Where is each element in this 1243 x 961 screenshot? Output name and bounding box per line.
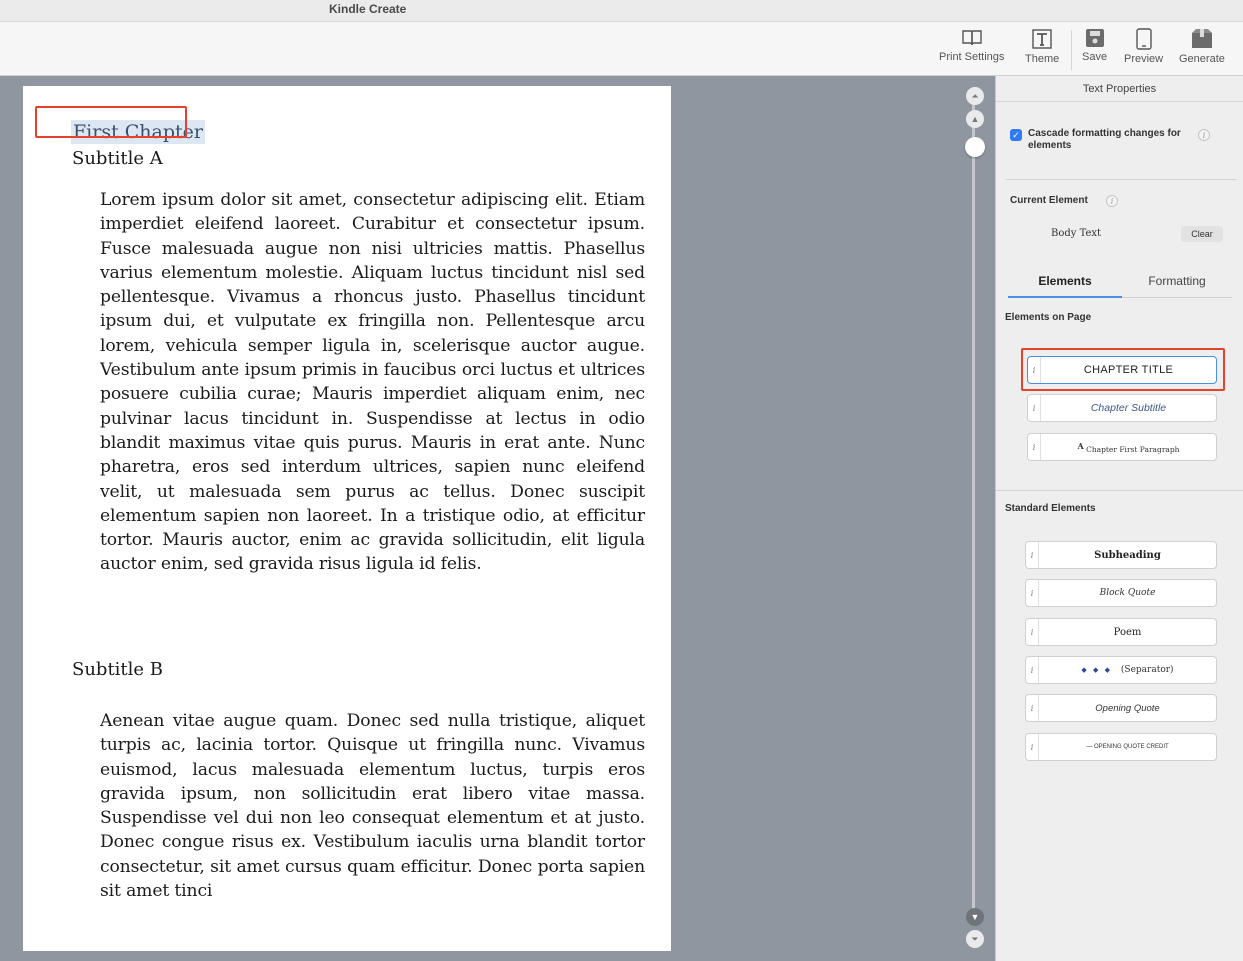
body-paragraph-1[interactable]: Lorem ipsum dolor sit amet, consectetur adipiscing elit. Etiam imperdiet eleifend laoreet. Curabitur et consectetur ipsum. Fusce malesuada augue non nisi ultricies mattis. Phasellus varius elementum molestie. Aliquam luctus tincidunt nisl sed pellentesque. Vivamus a rhoncus justo. Phasellus tincidunt ipsum dui, et vulputate ex fringilla non. Pellentesque arcu lorem, vehicula semper ligula in, scelerisque auctor augue. Vestibulum ante ipsum primis in faucibus orci luctus et ultrices posuere cubilia curae; Mauris imperdiet aliquam enim, nec pulvinar lacus tincidunt in. Suspendisse at lectus in odio blandit maximus vitae quis purus. Mauris in erat ante. Nunc pharetra, eros sed interdum ultrices, sapien nunc eleifend velit, ut malesuada sem purus ac tellus. Donec suscipit elementum sapien non laoreet. In a tristique odio, at efficitur tortor. Mauris auctor, enim ac gravida sollicitudin, elit ligula auctor enim, sed gravida risus ligula id felis. <box>100 190 645 575</box>
info-icon[interactable]: i <box>1026 580 1039 606</box>
element-opening-quote[interactable] <box>1025 694 1217 722</box>
generate-button[interactable] <box>1179 28 1225 65</box>
generate-label: Generate <box>1179 53 1225 65</box>
clear-button[interactable]: Clear <box>1181 226 1223 242</box>
element-label: (Separator) <box>1120 665 1174 675</box>
scroll-thumb[interactable] <box>965 137 985 157</box>
divider <box>1006 179 1236 180</box>
save-button[interactable] <box>1082 28 1107 63</box>
element-chapter-title[interactable] <box>1027 356 1217 384</box>
chevron-up-icon: ▲ <box>970 114 980 124</box>
element-block-quote[interactable] <box>1025 579 1217 607</box>
info-icon[interactable]: i <box>1026 734 1039 760</box>
standard-elements-label: Standard Elements <box>1005 503 1096 514</box>
info-icon[interactable]: i <box>1028 395 1041 421</box>
chevron-down-icon: ▼ <box>970 912 980 922</box>
tablet-icon <box>1133 28 1155 50</box>
save-icon <box>1084 28 1106 48</box>
chapter-title[interactable]: First Chapter <box>73 121 203 143</box>
preview-label: Preview <box>1124 53 1164 65</box>
checkmark-icon: ✓ <box>1012 129 1020 140</box>
title-bar <box>0 0 1243 22</box>
element-chapter-first-paragraph[interactable] <box>1027 433 1217 461</box>
editor-area[interactable] <box>0 76 995 961</box>
preview-button[interactable] <box>1124 28 1163 65</box>
element-label: Poem <box>1113 626 1142 638</box>
element-poem[interactable] <box>1025 618 1217 646</box>
element-label-wrap <box>1039 665 1216 675</box>
cascade-option <box>1010 128 1188 152</box>
panel-header: Text Properties <box>996 76 1243 102</box>
chevron-down-double-icon: ⏷ <box>971 933 979 944</box>
element-opening-quote-credit[interactable] <box>1025 733 1217 761</box>
current-element-value: Body Text <box>1051 228 1102 239</box>
chevron-up-double-icon: ⏶ <box>971 90 979 101</box>
document-page[interactable] <box>23 86 671 951</box>
info-icon[interactable]: i <box>1026 619 1039 645</box>
scroll-top-button[interactable] <box>966 87 984 105</box>
toolbar-separator <box>1071 30 1072 70</box>
toolbar <box>0 22 1243 76</box>
book-icon <box>961 28 983 48</box>
element-label: CHAPTER TITLE <box>1083 364 1174 376</box>
text-properties-panel <box>995 76 1243 961</box>
info-icon[interactable]: i <box>1026 542 1039 568</box>
subtitle-a[interactable]: Subtitle A <box>72 148 163 169</box>
elements-on-page-label: Elements on Page <box>1005 312 1092 323</box>
info-icon[interactable]: i <box>1026 657 1039 683</box>
cascade-label: Cascade formatting changes for elements <box>1028 128 1181 151</box>
cascade-info-icon[interactable]: i <box>1198 129 1210 141</box>
theme-label: Theme <box>1025 53 1060 65</box>
element-subheading[interactable] <box>1025 541 1217 569</box>
tab-baseline <box>1122 297 1232 298</box>
separator-diamonds-icon: ◆ ◆ ◆ <box>1081 666 1113 674</box>
info-icon[interactable]: i <box>1026 695 1039 721</box>
current-element-info-icon[interactable]: i <box>1106 195 1118 207</box>
element-label: Opening Quote <box>1095 702 1160 714</box>
current-element-label: Current Element <box>1010 195 1088 206</box>
element-label: Chapter Subtitle <box>1090 402 1167 414</box>
theme-button[interactable] <box>1025 28 1059 65</box>
element-label-wrap <box>1041 441 1216 454</box>
window-title: Kindle Create <box>329 2 407 16</box>
page-scroll-track[interactable] <box>972 96 975 916</box>
theme-icon <box>1031 28 1053 50</box>
element-label: Subheading <box>1094 549 1161 561</box>
tab-formatting[interactable]: Formatting <box>1148 274 1206 288</box>
package-icon <box>1190 28 1214 50</box>
element-chapter-subtitle[interactable] <box>1027 394 1217 422</box>
print-settings-label: Print Settings <box>939 51 1005 63</box>
cascade-checkbox[interactable] <box>1010 129 1022 141</box>
print-settings-button[interactable] <box>939 28 1004 63</box>
tab-elements[interactable]: Elements <box>1038 274 1092 288</box>
element-label: — OPENING QUOTE CREDIT <box>1086 744 1169 750</box>
body-paragraph-2[interactable]: Aenean vitae augue quam. Donec sed nulla tristique, aliquet turpis ac, lacinia tortor. Quisque ut fringilla nunc. Vivamus euismod, lacus malesuada elementum luctus, turpis eros gravida ipsum, non sollicitudin erat libero vitae massa. Suspendisse vel dui non leo consequat elementum et at justo. Donec congue risus ex. Vestibulum iaculis urna blandit tortor consectetur, sit amet cursus quam efficitur. Donec porta sapien sit amet tinci <box>100 711 645 902</box>
save-label: Save <box>1082 51 1108 63</box>
info-icon[interactable]: i <box>1028 434 1041 460</box>
divider <box>996 490 1243 491</box>
subtitle-b[interactable]: Subtitle B <box>72 659 164 680</box>
scroll-bottom-button[interactable] <box>966 930 984 948</box>
element-label: Chapter First Paragraph <box>1086 444 1180 454</box>
element-label: Block Quote <box>1099 588 1156 598</box>
active-tab-indicator <box>1008 296 1122 298</box>
element-separator[interactable] <box>1025 656 1217 684</box>
scroll-up-button[interactable] <box>966 110 984 128</box>
dropcap-glyph: A <box>1077 440 1084 451</box>
info-icon[interactable]: i <box>1028 357 1041 383</box>
scroll-down-button[interactable] <box>966 908 984 926</box>
